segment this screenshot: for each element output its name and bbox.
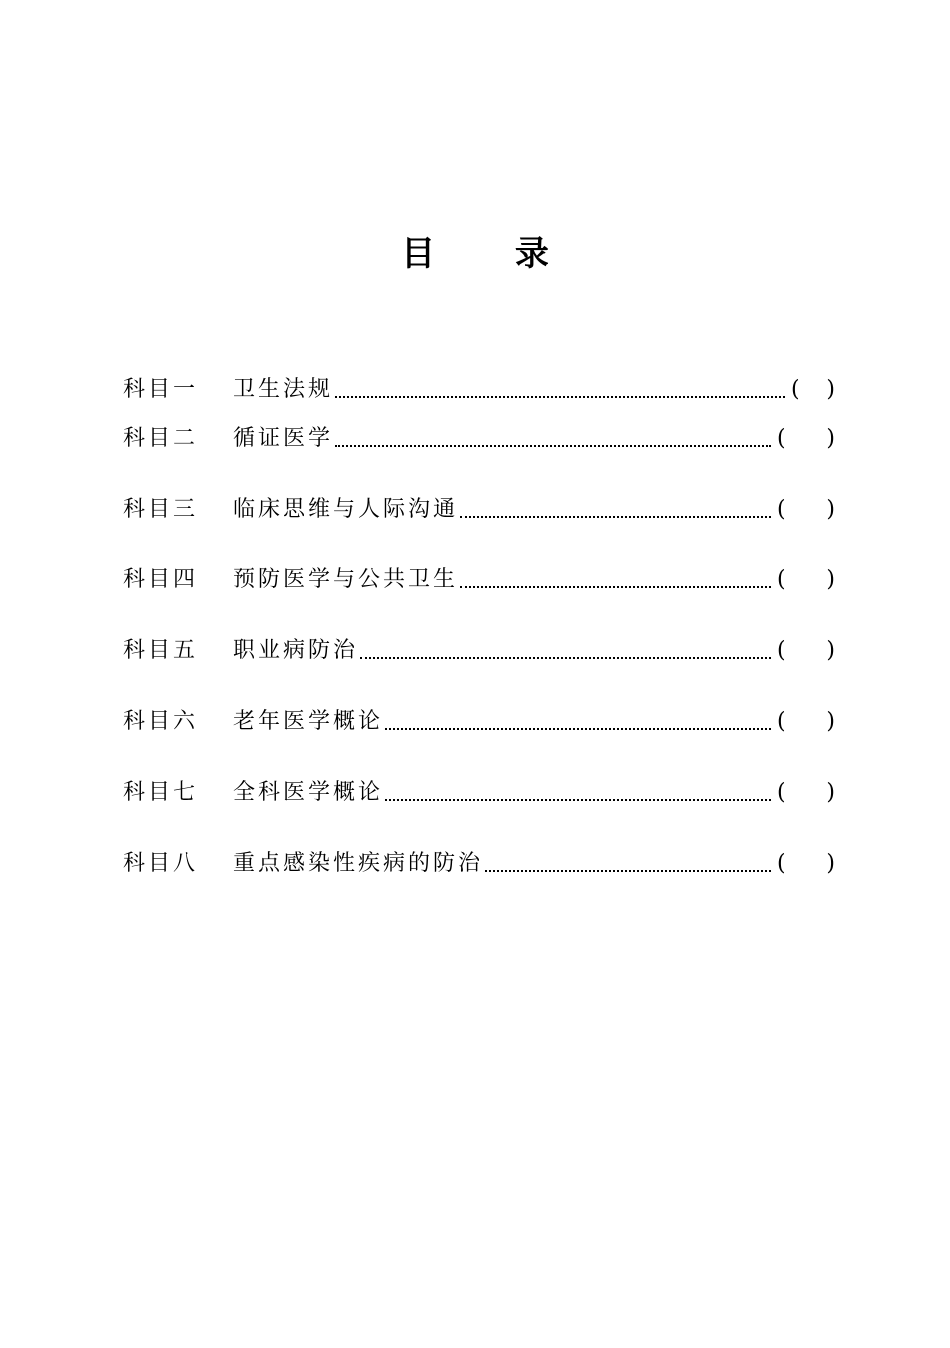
open-paren: (	[777, 567, 786, 593]
close-paren: )	[826, 708, 835, 734]
page-reference	[777, 566, 835, 594]
toc-title: 预防医学与公共卫生	[233, 567, 459, 593]
open-paren: (	[777, 779, 786, 805]
toc-subject: 科目八	[123, 850, 199, 876]
toc-title: 老年医学概论	[233, 708, 384, 734]
page-reference	[777, 779, 835, 807]
toc-title: 职业病防治	[233, 638, 359, 664]
toc-subject: 科目三	[123, 496, 199, 522]
close-paren: )	[826, 377, 835, 402]
dot-leader	[335, 396, 785, 398]
page-reference	[777, 637, 835, 665]
open-paren: (	[777, 496, 786, 522]
toc-entry-2[interactable]	[123, 408, 835, 479]
open-paren: (	[791, 377, 800, 402]
toc-subject: 科目四	[123, 567, 199, 593]
toc-title: 临床思维与人际沟通	[233, 496, 459, 522]
toc-subject: 科目六	[123, 708, 199, 734]
dot-leader	[460, 516, 771, 518]
toc-entry-7[interactable]	[123, 762, 835, 833]
toc-subject: 科目七	[123, 779, 199, 805]
toc-entry-1[interactable]	[123, 360, 835, 408]
toc-subject: 科目二	[123, 425, 199, 451]
page-reference	[777, 496, 835, 524]
page-reference	[791, 376, 835, 404]
dot-leader	[385, 799, 771, 801]
dot-leader	[460, 586, 771, 588]
open-paren: (	[777, 850, 786, 876]
dot-leader	[335, 445, 771, 447]
open-paren: (	[777, 708, 786, 734]
page-reference	[777, 425, 835, 453]
close-paren: )	[826, 850, 835, 876]
dot-leader	[360, 657, 771, 659]
close-paren: )	[826, 779, 835, 805]
page-title: 目 录	[401, 234, 583, 274]
toc-subject: 科目一	[123, 377, 199, 402]
table-of-contents	[123, 360, 835, 904]
toc-title: 卫生法规	[233, 377, 334, 402]
toc-entry-3[interactable]	[123, 479, 835, 550]
toc-entry-5[interactable]	[123, 620, 835, 691]
close-paren: )	[826, 567, 835, 593]
close-paren: )	[826, 496, 835, 522]
toc-entry-6[interactable]	[123, 691, 835, 762]
dot-leader	[485, 870, 771, 872]
open-paren: (	[777, 638, 786, 664]
toc-entry-8[interactable]	[123, 833, 835, 904]
toc-title: 重点感染性疾病的防治	[233, 850, 484, 876]
page-reference	[777, 850, 835, 878]
dot-leader	[385, 728, 771, 730]
open-paren: (	[777, 425, 786, 451]
page-reference	[777, 708, 835, 736]
toc-title: 全科医学概论	[233, 779, 384, 805]
toc-entry-4[interactable]	[123, 550, 835, 621]
toc-subject: 科目五	[123, 638, 199, 664]
close-paren: )	[826, 638, 835, 664]
toc-title: 循证医学	[233, 425, 334, 451]
close-paren: )	[826, 425, 835, 451]
